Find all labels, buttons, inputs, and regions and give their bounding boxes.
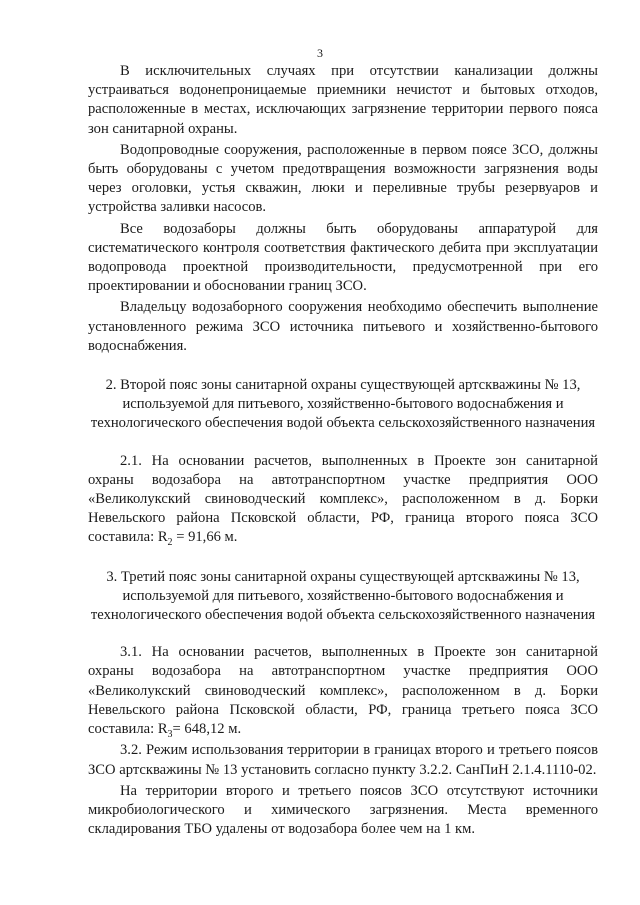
formula-value: = 648,12 м. [172, 721, 242, 738]
paragraph-text: Владельцу водозаборного сооружения необходимо обеспечить выполнение установленного режима ЗСО источника питьевого и хозяйственно-бытового водоснабжения. [88, 299, 598, 354]
paragraph-text: 2. Второй пояс зоны санитарной охраны существующей артскважины № 13, используемой для питьевого, хозяйственно-бытового водоснабжения и технологического обеспечения водой объекта сельскохозяйственного назначения [90, 377, 596, 432]
paragraph-text: 3. Третий пояс зоны санитарной охраны существующей артскважины № 13, используемой для питьевого, хозяйственно-бытового водоснабжения и технологического обеспечения водой объекта сельскохозяйственного назначения [90, 568, 596, 624]
formula-symbol: R [157, 529, 168, 546]
body-paragraph [88, 782, 598, 840]
formula-subscript: 2 [167, 537, 173, 549]
paragraph-text: На территории второго и третьего поясов ЗСО отсутствуют источники микробиологического и химического загрязнения. Места временного складирования ТБО удалены от водозабора более чем на 1 км. [88, 782, 598, 838]
section-spacer [88, 550, 598, 568]
paragraph-text: Водопроводные сооружения, расположенные в первом поясе ЗСО, должны быть оборудованы с учетом предотвращения возможности загрязнения воды через оголовки, устья скважин, люки и переливные трубы резервуаров и устройства заливки насосов. [88, 141, 598, 216]
body-paragraph [88, 298, 598, 356]
formula-subscript: 3 [167, 729, 173, 740]
body-paragraph [88, 220, 598, 297]
formula-value: = 91,66 м. [172, 529, 238, 546]
paragraph-text: Все водозаборы должны быть оборудованы аппаратурой для систематического контроля соответствия фактического дебита при эксплуатации водопровода проектной производительности, предусмотренной при его проектировании и обосновании границ ЗСО. [88, 220, 598, 295]
page-number: 3 [317, 46, 323, 60]
body-paragraph [88, 741, 598, 779]
paragraph-text: 3.1. На основании расчетов, выполненных в Проекте зон санитарной охраны водозабора на автотранспортном участке предприятия ООО «Великолукский свиноводческий комплекс», расположенном в д. Борки Невельского района Псковской области, РФ, граница третьего пояса ЗСО составила: [88, 644, 598, 738]
body-paragraph [88, 643, 598, 739]
body-paragraph [88, 62, 598, 139]
body-paragraph [88, 452, 598, 548]
formula-symbol: R [157, 721, 168, 738]
section-spacer [88, 625, 598, 643]
section-spacer [88, 358, 598, 376]
paragraph-text: 3.2. Режим использования территории в границах второго и третьего поясов ЗСО артскважины № 13 установить согласно пункту 3.2.2. СанПиН 2.1.4.1110-02. [88, 742, 598, 778]
section-spacer [88, 434, 598, 452]
paragraph-text: 2.1. На основании расчетов, выполненных в Проекте зон санитарной охраны водозабора на автотранспортном участке предприятия ООО «Великолукский свиноводческий комплекс», расположенном в д. Борки Невельского района Псковской области, РФ, граница второго пояса ЗСО составила: [88, 452, 598, 546]
radius-formula [157, 529, 238, 549]
radius-formula [157, 721, 242, 740]
section-heading [88, 376, 598, 434]
document-body [88, 62, 598, 841]
section-heading [88, 568, 598, 626]
paragraph-text: В исключительных случаях при отсутствии канализации должны устраиваться водонепроницаемые приемники нечистот и бытовых отходов, расположенные в местах, исключающих загрязнение территории первого пояса зон санитарной охраны. [88, 63, 598, 137]
body-paragraph [88, 141, 598, 218]
